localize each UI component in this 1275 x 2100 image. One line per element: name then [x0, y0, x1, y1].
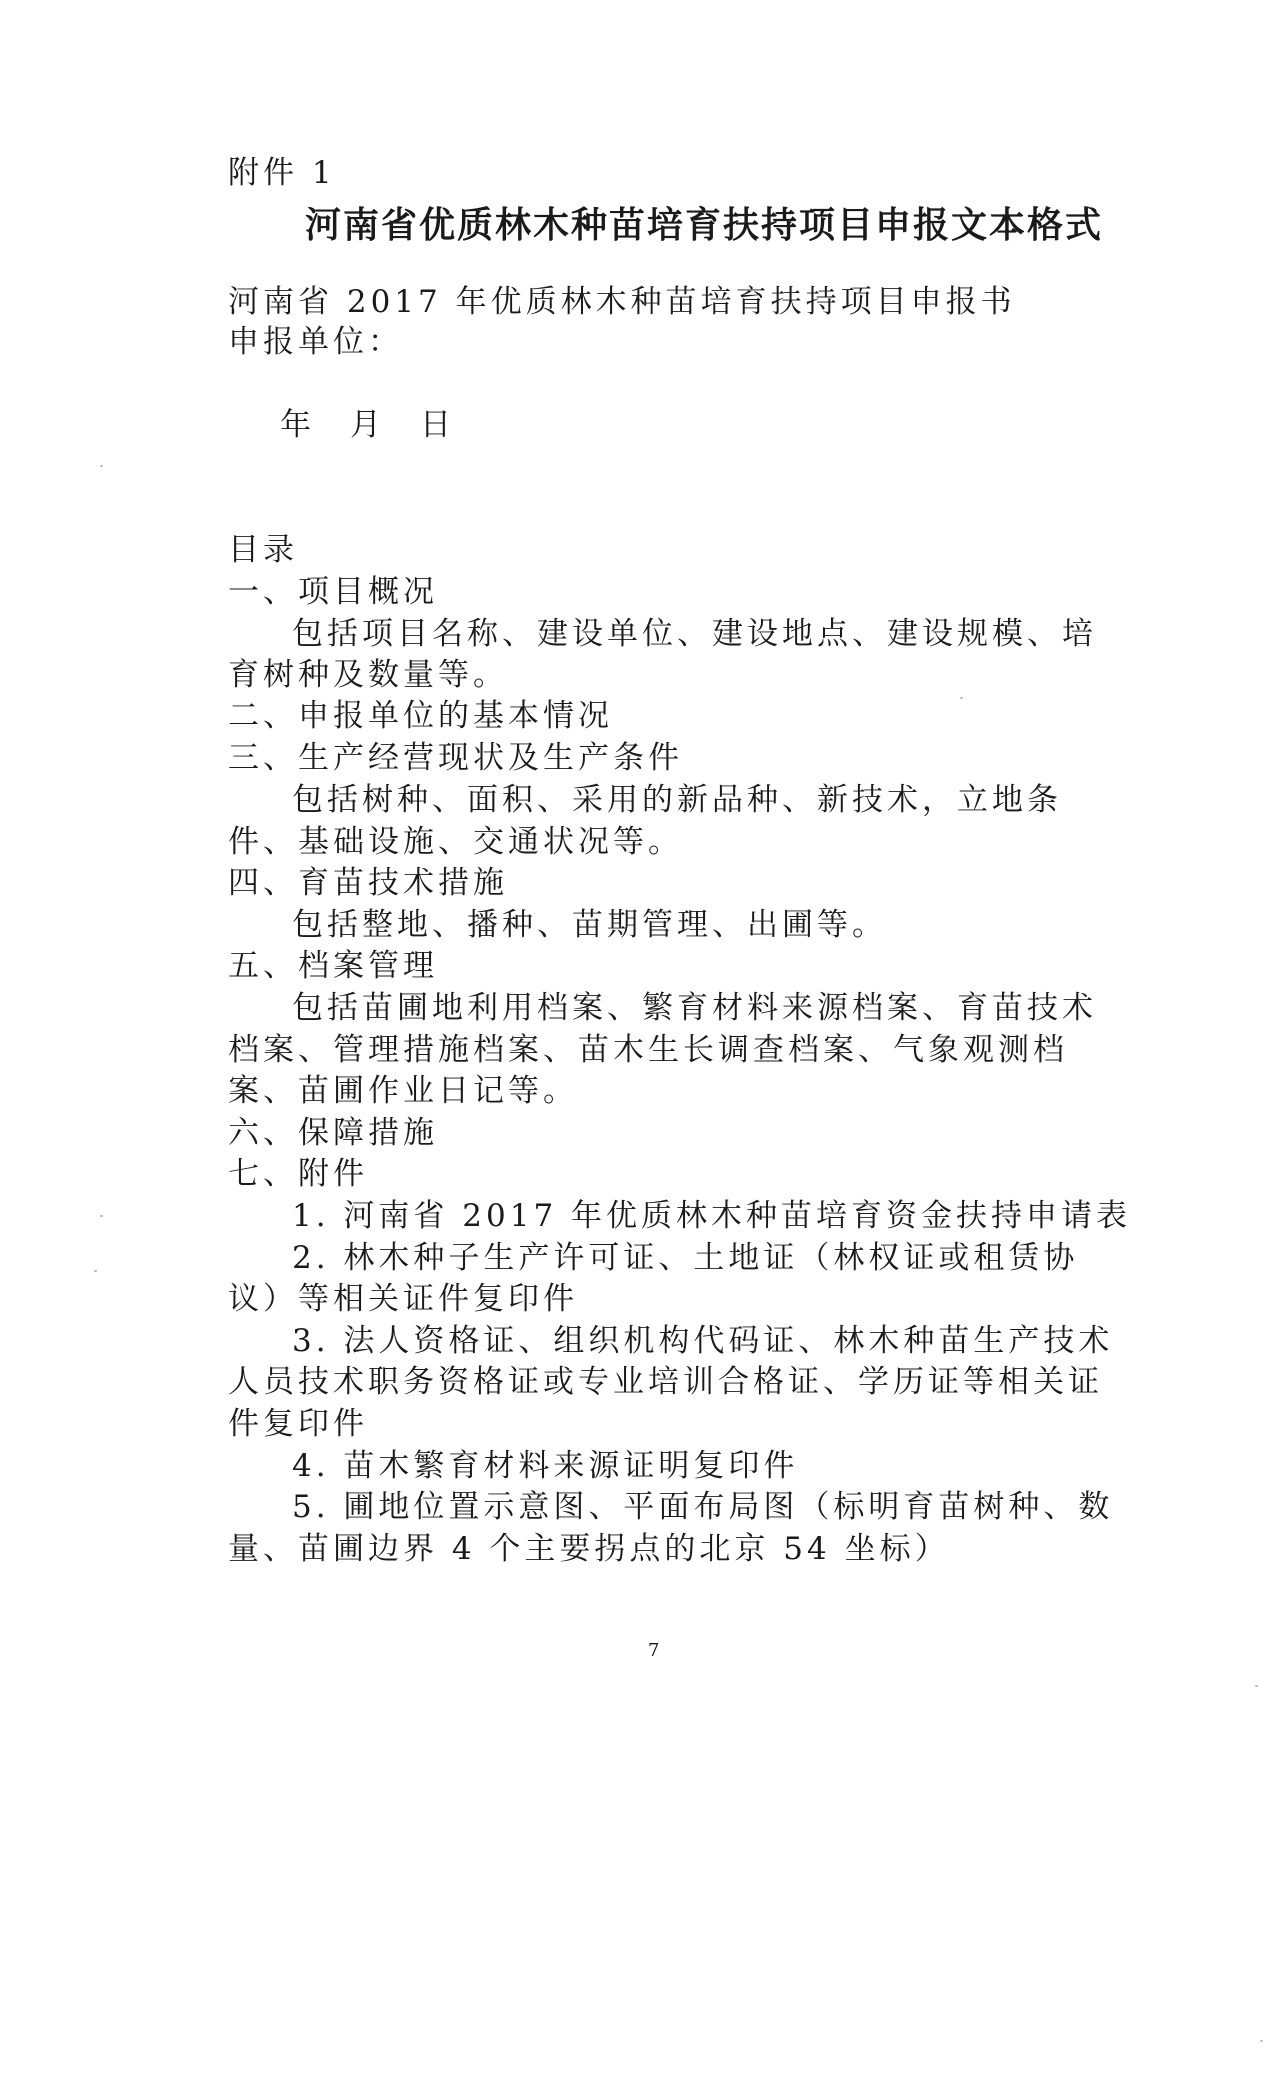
scan-speck: [100, 1215, 103, 1217]
attachment-item: 5. 圃地位置示意图、平面布局图（标明育苗树种、数: [292, 1489, 1114, 1525]
page-number: 7: [648, 1640, 660, 1661]
attachment-label: 附件 1: [228, 155, 336, 191]
section-heading: 二、申报单位的基本情况: [228, 698, 613, 734]
paragraph-line: 包括项目名称、建设单位、建设地点、建设规模、培: [292, 616, 1097, 652]
attachment-item: 4. 苗木繁育材料来源证明复印件: [292, 1448, 799, 1484]
section-heading: 四、育苗技术措施: [228, 865, 508, 901]
attachment-item-cont: 件复印件: [228, 1406, 368, 1442]
scan-speck: [1255, 1685, 1258, 1687]
paragraph-line: 案、苗圃作业日记等。: [228, 1073, 578, 1109]
date-line: 年 月 日: [280, 407, 455, 443]
scan-speck: [94, 1270, 97, 1272]
paragraph-line: 件、基础设施、交通状况等。: [228, 824, 683, 860]
section-heading: 三、生产经营现状及生产条件: [228, 740, 683, 776]
paragraph-line: 包括苗圃地利用档案、繁育材料来源档案、育苗技术: [292, 990, 1097, 1026]
subtitle: 河南省 2017 年优质林木种苗培育扶持项目申报书: [228, 284, 1016, 320]
document-title: 河南省优质林木种苗培育扶持项目申报文本格式: [305, 205, 1104, 246]
paragraph-line: 育树种及数量等。: [228, 657, 508, 693]
attachment-item-cont: 量、苗圃边界 4 个主要拐点的北京 54 坐标）: [228, 1531, 950, 1567]
paragraph-line: 包括整地、播种、苗期管理、出圃等。: [292, 907, 887, 943]
attachment-item-cont: 人员技术职务资格证或专业培训合格证、学历证等相关证: [228, 1364, 1103, 1400]
paragraph-line: 档案、管理措施档案、苗木生长调查档案、气象观测档: [228, 1032, 1068, 1068]
attachment-item: 3. 法人资格证、组织机构代码证、林木种苗生产技术: [292, 1323, 1114, 1359]
attachment-item-cont: 议）等相关证件复印件: [228, 1281, 578, 1317]
scan-speck: [1260, 2040, 1263, 2042]
section-heading: 六、保障措施: [228, 1115, 438, 1151]
scan-speck: [960, 697, 963, 699]
section-heading: 五、档案管理: [228, 948, 438, 984]
attachment-item: 1. 河南省 2017 年优质林木种苗培育资金扶持申请表: [292, 1198, 1132, 1234]
section-heading: 一、项目概况: [228, 574, 438, 610]
paragraph-line: 包括树种、面积、采用的新品种、新技术，立地条: [292, 782, 1062, 818]
toc-heading: 目录: [228, 532, 298, 568]
scan-speck: [100, 465, 103, 467]
applicant-label: 申报单位：: [228, 324, 403, 360]
attachment-item: 2. 林木种子生产许可证、土地证（林权证或租赁协: [292, 1240, 1079, 1276]
section-heading: 七、附件: [228, 1156, 368, 1192]
